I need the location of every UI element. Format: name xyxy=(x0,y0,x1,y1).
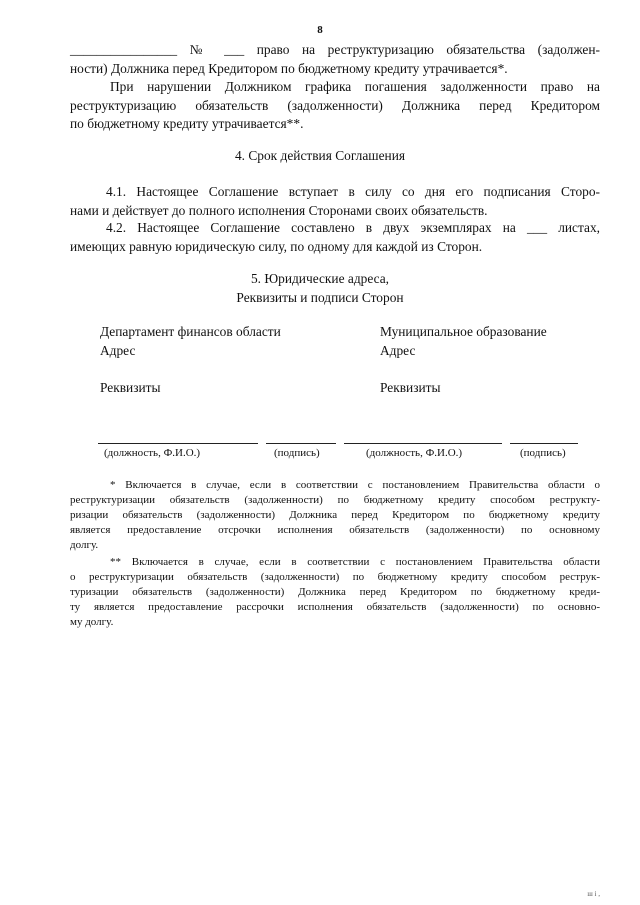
footnote-line: долгу. xyxy=(70,539,99,551)
paragraph-line: 4.1. Настоящее Соглашение вступает в силу со дня его подписания Сторо- xyxy=(106,184,600,199)
footnote-1 xyxy=(70,478,600,553)
party-left-requisites: Реквизиты xyxy=(100,380,161,395)
party-right xyxy=(380,322,547,397)
party-left-address: Адрес xyxy=(100,343,136,358)
paragraph-right-lost xyxy=(70,41,600,78)
footnote-line: ту является предоставление рассрочки исполнения обязательств (задолженности) по основно- xyxy=(70,601,600,613)
party-left-name: Департамент финансов области xyxy=(100,324,281,339)
scan-mark: ш і , xyxy=(587,890,600,898)
signature-caption-left-sign: (подпись) xyxy=(274,447,320,459)
signature-caption-right-sign: (подпись) xyxy=(520,447,566,459)
footnote-line: о реструктуризации обязательств (задолженности) по бюджетному кредиту способом реструк- xyxy=(70,571,600,583)
signature-line-left-position xyxy=(98,443,258,444)
signature-caption-right-position: (должность, Ф.И.О.) xyxy=(366,447,463,459)
footnote-line: является предоставление отсрочки исполнения обязательств (задолженности) по основному xyxy=(70,524,600,536)
section-5-title-line: Реквизиты и подписи Сторон xyxy=(236,289,404,305)
signature-line-left-sign xyxy=(266,443,336,444)
section-5-title-line: 5. Юридические адреса, xyxy=(250,271,390,286)
paragraph-line: нами и действует до полного исполнения Сторонами своих обязательств. xyxy=(70,202,488,218)
paragraph-line: реструктуризацию обязательств (задолженности) Должника перед Кредитором xyxy=(70,97,600,113)
footnote-line: ** Включается в случае, если в соответствии с постановлением Правительства области xyxy=(110,556,600,568)
paragraph-line: ________________ № ___ право на реструктуризацию обязательства (задолжен- xyxy=(70,42,600,57)
paragraph-line: При нарушении Должником графика погашения задолженности право на xyxy=(110,79,600,94)
signature-line-right-sign xyxy=(510,443,578,444)
footnote-line: реструктуризации обязательств (задолженности) по бюджетному кредиту способом реструкту- xyxy=(70,494,600,506)
footnote-line: * Включается в случае, если в соответствии с постановлением Правительства области о xyxy=(110,479,600,491)
party-right-name: Муниципальное образование xyxy=(380,324,547,339)
footnote-line: туризации обязательств (задолженности) Должника перед Кредитором по бюджетному креди- xyxy=(70,586,600,598)
paragraph-line: ности) Должника перед Кредитором по бюджетному кредиту утрачивается*. xyxy=(70,60,508,76)
paragraph-line: по бюджетному кредиту утрачивается**. xyxy=(70,116,304,131)
footnote-line: му долгу. xyxy=(70,616,114,628)
clause-4-2 xyxy=(70,219,600,256)
signature-caption-left-position: (должность, Ф.И.О.) xyxy=(104,447,201,459)
section-5-title xyxy=(0,270,640,307)
paragraph-line: 4.2. Настоящее Соглашение составлено в двух экземплярах на ___ листах, xyxy=(106,220,600,235)
section-4-title: 4. Срок действия Соглашения xyxy=(234,148,406,163)
page-number: 8 xyxy=(317,24,323,36)
signature-line-right-position xyxy=(344,443,502,444)
paragraph-schedule-violation xyxy=(70,78,600,134)
footnote-2 xyxy=(70,555,600,630)
clause-4-1 xyxy=(70,183,600,220)
footnote-line: ризации обязательств (задолженности) Должника перед Кредитором по бюджетному кредиту xyxy=(70,509,600,521)
paragraph-line: имеющих равную юридическую силу, по одному для каждой из Сторон. xyxy=(70,238,483,254)
party-left xyxy=(100,322,281,397)
party-right-requisites: Реквизиты xyxy=(380,380,441,395)
party-right-address: Адрес xyxy=(380,343,416,358)
